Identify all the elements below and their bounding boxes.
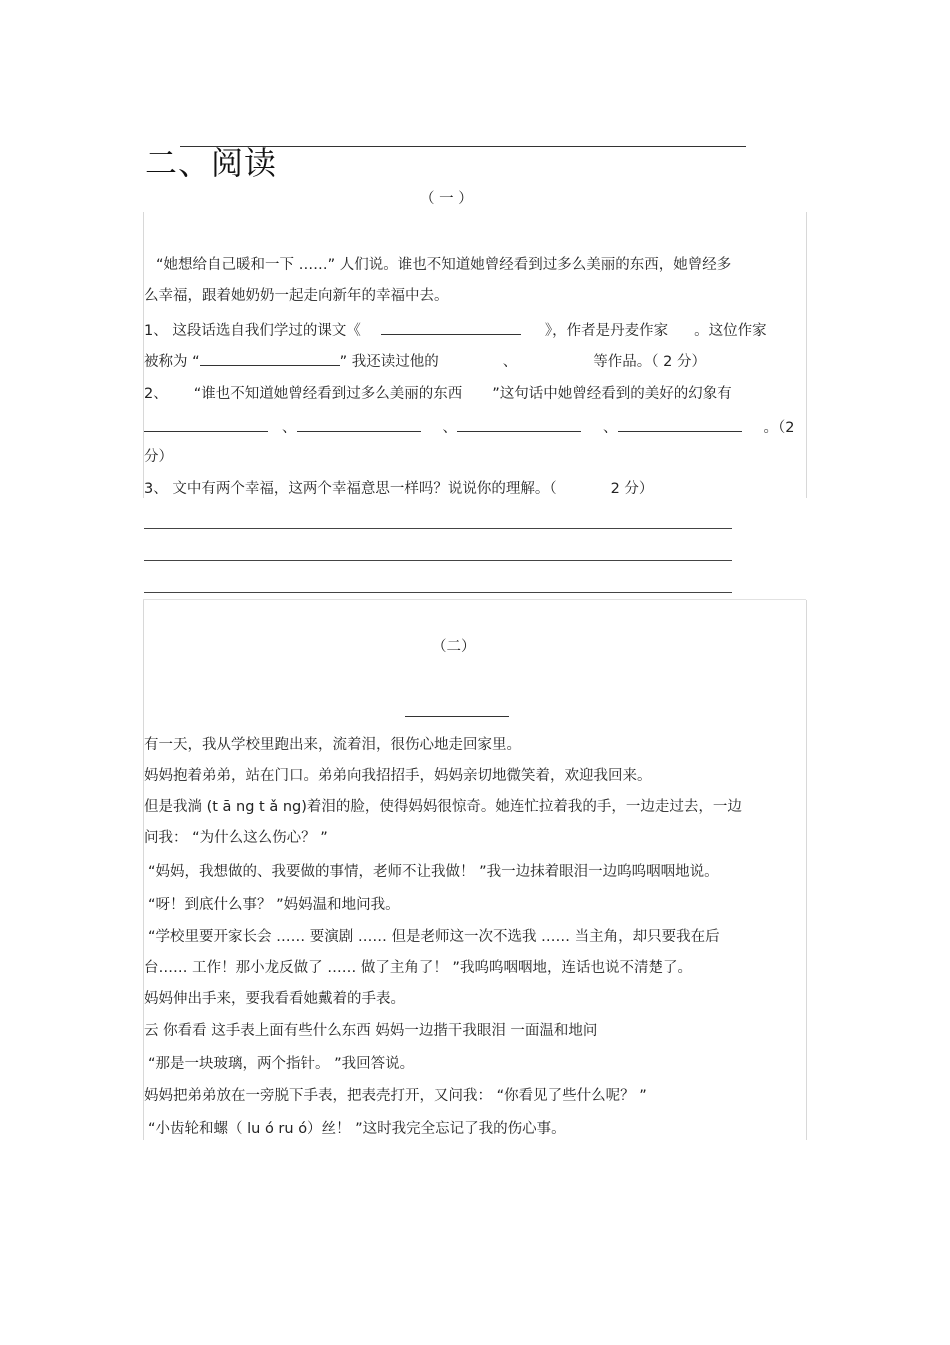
passage-line-1: “她想给自己暖和一下 ……” 人们说。谁也不知道她曾经看到过多么美丽的东西，她曾经多 [156,257,732,273]
q2-blank-4[interactable] [618,417,742,432]
q1-text-a: 1、 这段话选自我们学过的课文《 [144,323,361,339]
q1-text-b: 》，作者是丹麦作家 [544,323,669,339]
q3-points: 2 分） [610,481,654,497]
part2-title-rule [405,716,509,717]
q2-blank-1[interactable] [144,417,268,432]
story-line: 问我： “为什么这么伤心？ ” [144,830,328,846]
q1-text-d: 被称为 “ [144,354,200,370]
answer-line-1[interactable] [144,528,732,529]
q2-text: ”这句话中她曾经看到的美好的幻象有 [492,386,732,402]
section-heading: 二、阅读 [145,144,278,182]
frame-right-2 [806,600,807,1140]
story-line: 妈妈伸出手来，要我看看她戴着的手表。 [144,991,405,1007]
part2-label: （二） [432,639,476,655]
story-line: 有一天，我从学校里跑出来，流着泪，很伤心地走回家里。 [144,737,521,753]
q2-blank-2[interactable] [297,417,421,432]
q2-blank-3[interactable] [457,417,581,432]
q1-text-c: 。这位作家 [694,323,767,339]
story-line: “学校里要开家长会 …… 要演剧 …… 但是老师这一次不选我 …… 当主角，却只要我在后 [148,929,720,945]
question-1-line-1 [144,320,767,340]
frame-right-1 [806,212,807,498]
story-line: “妈妈，我想做的、我要做的事情，老师不让我做！ ”我一边抹着眼泪一边呜呜咽咽地说。 [148,864,719,880]
question-2-line-1 [144,385,732,403]
q1-title-name-blank[interactable] [200,351,340,366]
part1-label: （ 一 ） [420,191,473,207]
q1-text-f: 、 [502,354,518,370]
q1-text-e: ” 我还读过他的 [339,354,439,370]
q1-text-g: 等作品。（ 2 分） [593,354,706,370]
story-line: 但是我淌 (t ā ng t ǎ ng)着泪的脸，使得妈妈很惊奇。她连忙拉着我的手，一边走过去，一边 [144,799,742,815]
q1-title-blank[interactable] [381,320,521,335]
frame-left-2 [143,600,144,1140]
question-2-line-2 [144,417,794,437]
story-line: “那是一块玻璃，两个指针。 ”我回答说。 [148,1056,415,1072]
passage-line-2: 么幸福，跟着她奶奶一起走向新年的幸福中去。 [144,288,449,304]
q2-sep-2: 、 [442,420,457,436]
answer-line-3[interactable] [144,592,732,593]
q2-sep-3: 、 [603,420,618,436]
question-1-line-2 [144,351,706,371]
q2-number: 2、 [144,386,168,402]
story-line: “小齿轮和螺（ lu ó ru ó）丝！ ”这时我完全忘记了我的伤心事。 [148,1121,566,1137]
q2-end: 。（2 [763,420,795,436]
story-line: 妈妈抱着弟弟，站在门口。弟弟向我招招手，妈妈亲切地微笑着，欢迎我回来。 [144,768,652,784]
story-line: 云 你看看 这手表上面有些什么东西 妈妈一边揩干我眼泪 一面温和地问 [144,1023,598,1039]
story-line: 台…… 工作！那小龙反做了 …… 做了主角了！ ”我呜呜咽咽地，连话也说不清楚了。 [144,960,692,976]
q2-sep-1: 、 [282,420,297,436]
story-line: “呀！到底什么事？ ”妈妈温和地问我。 [148,897,400,913]
question-3 [144,480,653,498]
q3-text: 3、 文中有两个幸福，这两个幸福意思一样吗？说说你的理解。（ [144,481,557,497]
story-line: 妈妈把弟弟放在一旁脱下手表，把表壳打开，又问我： “你看见了些什么呢？ ” [144,1088,647,1104]
answer-line-2[interactable] [144,560,732,561]
question-2-line-3: 分） [144,449,173,465]
q2-quote: “谁也不知道她曾经看到过多么美丽的东西 [193,386,463,402]
frame-divider [143,599,806,600]
